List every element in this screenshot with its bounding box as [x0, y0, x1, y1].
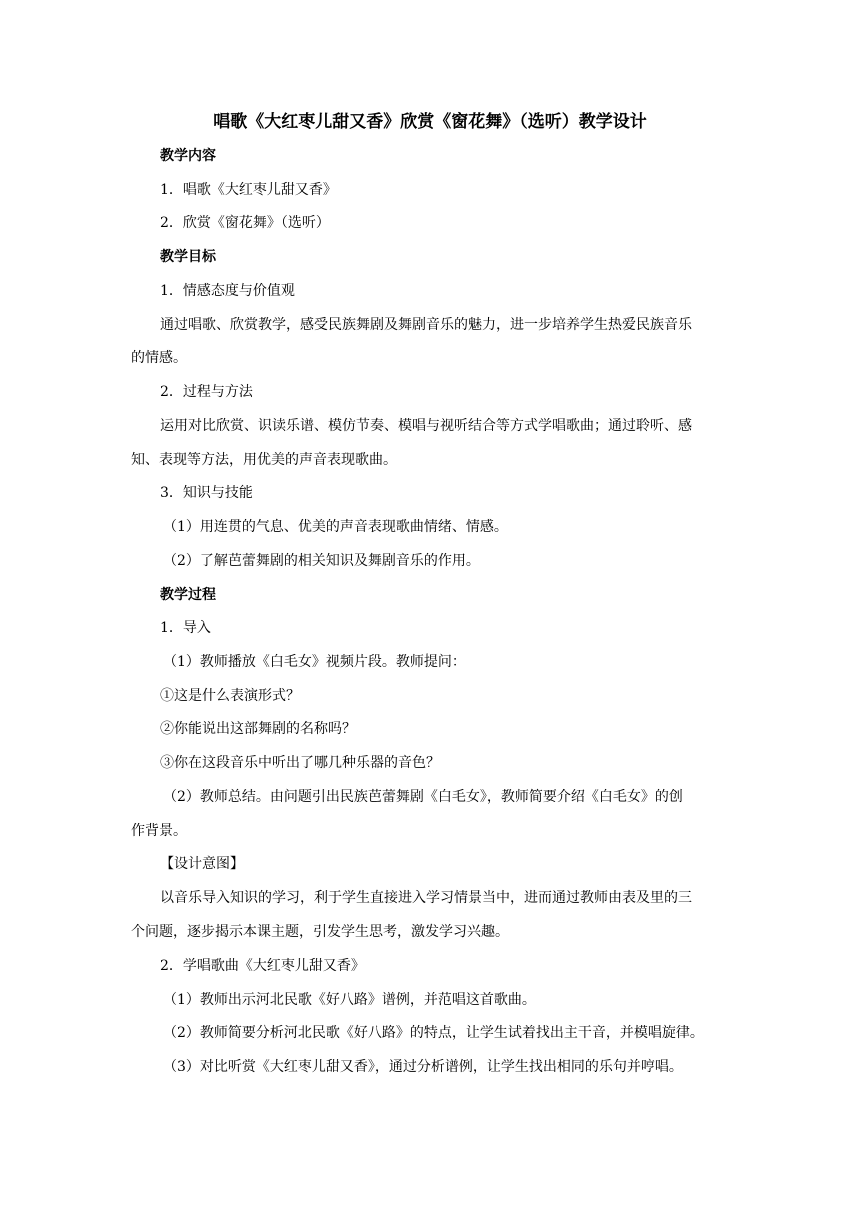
paragraph-line: 2．欣赏《窗花舞》（选听） [160, 215, 330, 231]
paragraph-line: （2）教师总结。由问题引出民族芭蕾舞剧《白毛女》，教师简要介绍《白毛女》的创 [163, 789, 683, 805]
paragraph-line: （1）教师播放《白毛女》视频片段。教师提问： [163, 654, 466, 670]
paragraph-line: 1．唱歌《大红枣儿甜又香》 [160, 182, 337, 198]
section-heading-objectives: 教学目标 [160, 249, 216, 265]
paragraph-line: 通过唱歌、欣赏教学，感受民族舞剧及舞剧音乐的魅力，进一步培养学生热爱民族音乐 [160, 317, 692, 333]
paragraph-line: （1）用连贯的气息、优美的声音表现歌曲情绪、情感。 [163, 519, 508, 535]
paragraph-line: （2）教师简要分析河北民歌《好八路》的特点，让学生试着找出主干音，并模唱旋律。 [163, 1025, 704, 1041]
paragraph-line: ①这是什么表演形式？ [160, 688, 300, 704]
paragraph-line: （1）教师出示河北民歌《好八路》谱例，并范唱这首歌曲。 [163, 992, 536, 1008]
paragraph-line: ②你能说出这部舞剧的名称吗？ [160, 721, 356, 737]
paragraph-line: 【设计意图】 [160, 856, 244, 872]
paragraph-line: ③你在这段音乐中听出了哪几种乐器的音色？ [160, 755, 440, 771]
section-heading-content: 教学内容 [160, 148, 216, 164]
paragraph-line: 作背景。 [131, 823, 187, 839]
paragraph-line: 运用对比欣赏、识读乐谱、模仿节奏、模唱与视听结合等方式学唱歌曲；通过聆听、感 [160, 418, 692, 434]
paragraph-line: （3）对比听赏《大红枣儿甜又香》，通过分析谱例，让学生找出相同的乐句并哼唱。 [163, 1059, 683, 1075]
paragraph-line: 3．知识与技能 [160, 485, 253, 501]
paragraph-line: 2．过程与方法 [160, 384, 253, 400]
document-title: 唱歌《大红枣儿甜又香》欣赏《窗花舞》（选听）教学设计 [213, 112, 647, 132]
paragraph-line: 1．情感态度与价值观 [160, 283, 295, 299]
paragraph-line: 1．导入 [160, 620, 211, 636]
paragraph-line: 2．学唱歌曲《大红枣儿甜又香》 [160, 958, 365, 974]
paragraph-line: 的情感。 [131, 350, 187, 366]
paragraph-line: 个问题，逐步揭示本课主题，引发学生思考，激发学习兴趣。 [131, 924, 509, 940]
section-heading-process: 教学过程 [160, 587, 216, 603]
paragraph-line: （2）了解芭蕾舞剧的相关知识及舞剧音乐的作用。 [163, 553, 480, 569]
paragraph-line: 知、表现等方法，用优美的声音表现歌曲。 [131, 452, 397, 468]
paragraph-line: 以音乐导入知识的学习，利于学生直接进入学习情景当中，进而通过教师由表及里的三 [160, 890, 692, 906]
